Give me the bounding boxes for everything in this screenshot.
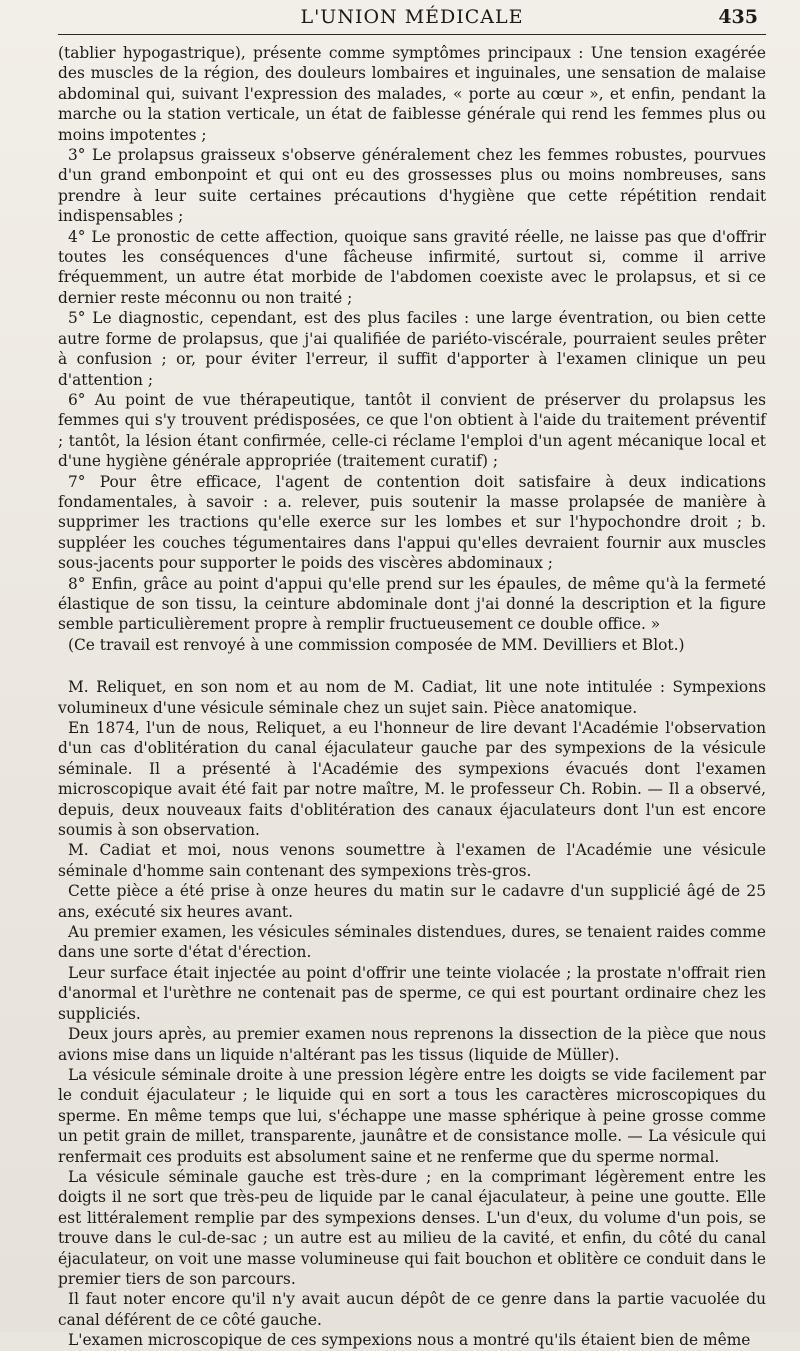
paragraph: 7° Pour être efficace, l'agent de contention doit satisfaire à deux indications fondamentales, à savoir : a. relever, puis soutenir la masse prolapsée de manière à supprimer les tractions qu'elle exerce sur les lombes et sur l'hypochondre droit ; b. suppléer les couches tégumentaires dans l'appui qu'elles devraient fournir aux muscles sous-jacents pour supporter le poids des viscères abdominaux ; <box>58 472 766 573</box>
journal-title: L'UNION MÉDICALE <box>300 6 524 28</box>
paragraph: Deux jours après, au premier examen nous reprenons la dissection de la pièce que nous avions mise dans un liquide n'altérant pas les tissus (liquide de Müller). <box>58 1025 766 1064</box>
paragraph: L'examen microscopique de ces sympexions nous a montré qu'ils étaient bien de même <box>68 1331 751 1350</box>
page-number: 435 <box>718 6 758 28</box>
paragraph: M. Cadiat et moi, nous venons soumettre à l'examen de l'Académie une vésicule séminale d'homme sain contenant des sympexions très-gros. <box>58 841 766 880</box>
paragraph: En 1874, l'un de nous, Reliquet, a eu l'honneur de lire devant l'Académie l'observation d'un cas d'oblitération du canal éjaculateur gauche par des sympexions de la vésicule séminale. Il a présenté à l'Académie des sympexions évacués dont l'examen microscopique avait été fait par notre maître, M. le professeur Ch. Robin. — Il a observé, depuis, deux nouveaux faits d'oblitération des canaux éjaculateurs dont l'un est encore soumis à son observation. <box>58 719 766 840</box>
paragraph: 6° Au point de vue thérapeutique, tantôt il convient de préserver du prolapsus les femmes qui s'y trouvent prédisposées, ce que l'on obtient à l'aide du traitement préventif ; tantôt, la lésion étant confirmée, celle-ci réclame l'emploi d'un agent mécanique local et d'une hygiène générale appropriée (traitement curatif) ; <box>58 390 766 471</box>
paragraph: 3° Le prolapsus graisseux s'observe généralement chez les femmes robustes, pourvues d'un grand embonpoint et qui ont eu des grossesses plus ou moins nombreuses, sans prendre à leur suite certaines précautions d'hygiène que cette répétition rendait indispensables ; <box>58 146 766 226</box>
paragraph: Leur surface était injectée au point d'offrir une teinte violacée ; la prostate n'offrait rien d'anormal et l'urèthre ne contenait pas de sperme, ce qui est pourtant ordinaire chez les suppliciés. <box>58 963 766 1023</box>
running-header <box>58 0 766 35</box>
paragraph: (Ce travail est renvoyé à une commission composée de MM. Devilliers et Blot.) <box>68 635 685 654</box>
paragraph: Cette pièce a été prise à onze heures du matin sur le cadavre d'un supplicié âgé de 25 ans, exécuté six heures avant. <box>58 882 766 921</box>
paragraph: La vésicule séminale gauche est très-dure ; en la comprimant légèrement entre les doigts il ne sort que très-peu de liquide par le canal éjaculateur, à peine une goutte. Elle est littéralement remplie par des sympexions denses. L'un d'eux, du volume d'un pois, se trouve dans le cul-de-sac ; un autre est au milieu de la cavité, et enfin, du côté du canal éjaculateur, on voit une masse volumineuse qui fait bouchon et oblitère ce conduit dans le premier tiers de son parcours. <box>58 1167 766 1288</box>
paragraph: Au premier examen, les vésicules séminales distendues, dures, se tenaient raides comme dans une sorte d'état d'érection. <box>58 923 766 962</box>
paragraph: (tablier hypogastrique), présente comme symptômes principaux : Une tension exagérée des muscles de la région, des douleurs lombaires et inguinales, une sensation de malaise abdominal qui, suivant l'expression des malades, « porte au cœur », et enfin, pendant la marche ou la station verticale, un état de faiblesse générale qui rend les femmes plus ou moins impotentes ; <box>58 44 766 144</box>
paragraph: 8° Enfin, grâce au point d'appui qu'elle prend sur les épaules, de même qu'à la fermeté élastique de son tissu, la ceinture abdominale dont j'ai donné la description et la figure semble particulièrement propre à remplir fructueusement ce double office. » <box>58 574 766 634</box>
paragraph: 5° Le diagnostic, cependant, est des plus faciles : une large éventration, ou bien cette autre forme de prolapsus, que j'ai qualifiée de pariéto-viscérale, pourraient seules prêter à confusion ; or, pour éviter l'erreur, il suffit d'apporter à l'examen clinique un peu d'attention ; <box>58 309 766 389</box>
section-gap <box>58 655 766 677</box>
paragraph: M. Reliquet, en son nom et au nom de M. Cadiat, lit une note intitulée : Sympexions volumineux d'une vésicule séminale chez un sujet sain. Pièce anatomique. <box>58 678 766 717</box>
paragraph: 4° Le pronostic de cette affection, quoique sans gravité réelle, ne laisse pas que d'offrir toutes les conséquences d'une fâcheuse infirmité, surtout si, comme il arrive fréquemment, un autre état morbide de l'abdomen coexiste avec le prolapsus, et si ce dernier reste méconnu ou non traité ; <box>58 227 766 307</box>
paragraph: La vésicule séminale droite à une pression légère entre les doigts se vide facilement par le conduit éjaculateur ; le liquide qui en sort a tous les caractères microscopiques du sperme. En même temps que lui, s'échappe une masse sphérique à peine grosse comme un petit grain de millet, transparente, jaunâtre et de consistance molle. — La vésicule qui renfermait ces produits est absolument saine et ne renferme que du sperme normal. <box>58 1065 766 1166</box>
body-text <box>58 43 766 1351</box>
paragraph: Il faut noter encore qu'il n'y avait aucun dépôt de ce genre dans la partie vacuolée du canal déférent de ce côté gauche. <box>58 1290 766 1329</box>
